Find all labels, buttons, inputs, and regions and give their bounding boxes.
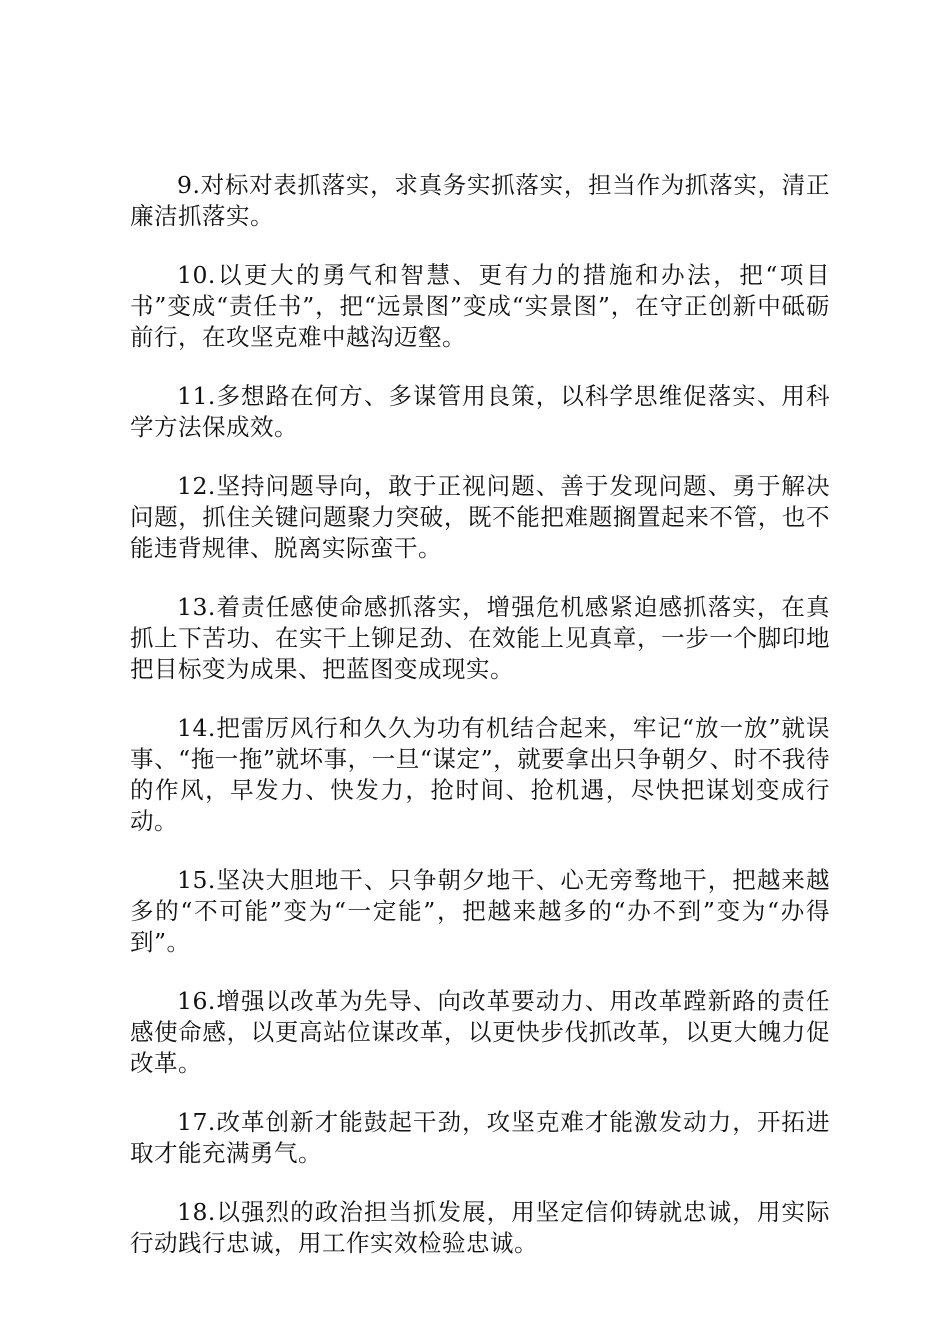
paragraph-17: 17.改革创新才能鼓起干劲，攻坚克难才能激发动力，开拓进取才能充满勇气。 [130, 1108, 830, 1167]
paragraph-13: 13.着责任感使命感抓落实，增强危机感紧迫感抓落实，在真抓上下苦功、在实干上铆足劲、在效能上见真章，一步一个脚印地把目标变为成果、把蓝图变成现实。 [130, 593, 830, 683]
paragraph-11: 11.多想路在何方、多谋管用良策，以科学思维促落实、用科学方法保成效。 [130, 382, 830, 441]
document-body [130, 170, 830, 1287]
paragraph-18: 18.以强烈的政治担当抓发展，用坚定信仰铸就忠诚，用实际行动践行忠诚，用工作实效检验忠诚。 [130, 1198, 830, 1257]
paragraph-12: 12.坚持问题导向，敢于正视问题、善于发现问题、勇于解决问题，抓住关键问题聚力突破，既不能把难题搁置起来不管，也不能违背规律、脱离实际蛮干。 [130, 472, 830, 562]
paragraph-9: 9.对标对表抓落实，求真务实抓落实，担当作为抓落实，清正廉洁抓落实。 [130, 171, 830, 230]
paragraph-10: 10.以更大的勇气和智慧、更有力的措施和办法，把“项目书”变成“责任书”，把“远景图”变成“实景图”，在守正创新中砥砺前行，在攻坚克难中越沟迈壑。 [130, 261, 830, 351]
paragraph-16: 16.增强以改革为先导、向改革要动力、用改革蹚新路的责任感使命感，以更高站位谋改革，以更快步伐抓改革，以更大魄力促改革。 [130, 987, 830, 1077]
paragraph-15: 15.坚决大胆地干、只争朝夕地干、心无旁骛地干，把越来越多的“不可能”变为“一定能”，把越来越多的“办不到”变为“办得到”。 [130, 866, 830, 956]
paragraph-14: 14.把雷厉风行和久久为功有机结合起来，牢记“放一放”就误事、“拖一拖”就坏事，一旦“谋定”，就要拿出只争朝夕、时不我待的作风，早发力、快发力，抢时间、抢机遇，尽快把谋划变成行动。 [130, 714, 830, 835]
